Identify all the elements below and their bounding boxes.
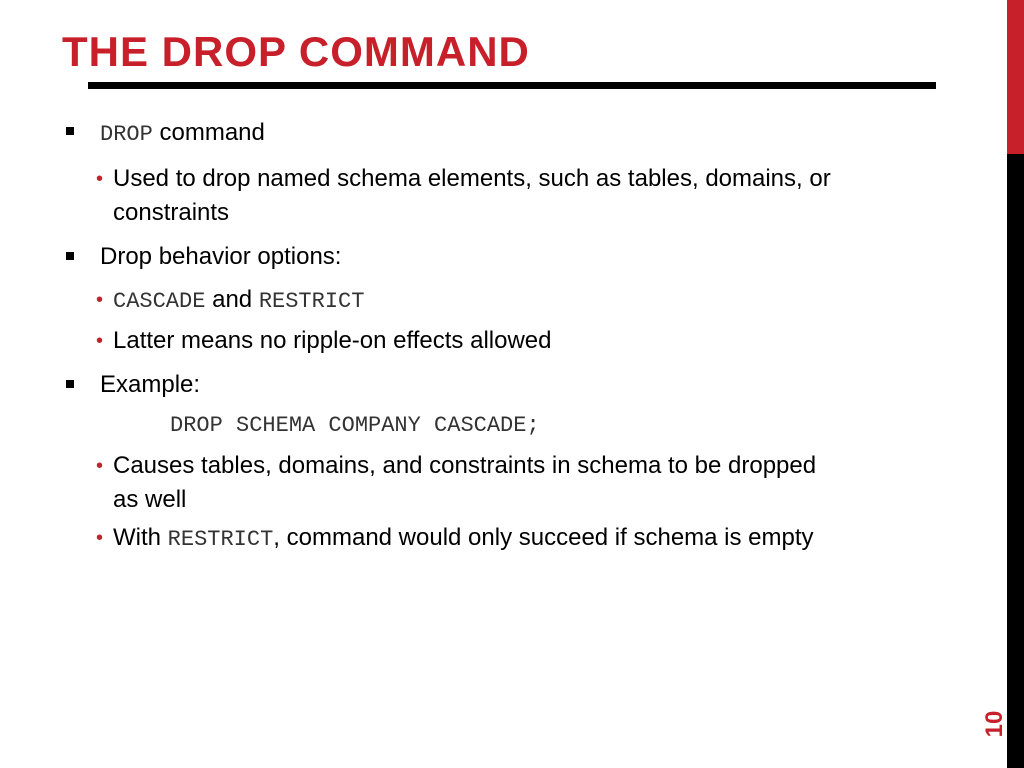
- title-underline: [88, 82, 936, 89]
- side-bar-red: [1007, 0, 1024, 154]
- side-bar-black: [1007, 154, 1024, 768]
- code-restrict: RESTRICT: [258, 289, 365, 314]
- square-bullet-icon: [66, 127, 74, 135]
- bullet-drop-behavior: Drop behavior options:: [100, 243, 342, 270]
- slide-title: THE DROP COMMAND: [62, 28, 530, 75]
- round-bullet-icon: •: [96, 168, 104, 190]
- sub-bullet-line2: constraints: [113, 199, 230, 226]
- sub-bullet-latter: Latter means no ripple-on effects allowed: [113, 327, 552, 354]
- code-restrict: RESTRICT: [167, 527, 274, 552]
- slide-number: 10: [981, 710, 1008, 738]
- bullet-text: command: [152, 119, 265, 146]
- sub-bullet-with-restrict: [113, 521, 814, 557]
- sub-bullet-cascade-restrict: [113, 283, 364, 319]
- sub-bullet-text: and: [205, 286, 259, 313]
- sub-bullet-text: , command would only succeed if schema is empty: [273, 524, 814, 551]
- sub-bullet-text: With: [113, 524, 168, 551]
- bullet-example: Example:: [100, 371, 201, 398]
- code-drop: DROP: [100, 122, 153, 147]
- round-bullet-icon: •: [96, 330, 104, 352]
- sub-bullet-line1: Used to drop named schema elements, such as tables, domains, or: [113, 165, 831, 192]
- bullet-drop-command: [100, 116, 265, 152]
- round-bullet-icon: •: [96, 527, 104, 549]
- sub-bullet-causes-line1: Causes tables, domains, and constraints in schema to be dropped: [113, 452, 817, 479]
- example-code-line: DROP SCHEMA COMPANY CASCADE;: [170, 413, 540, 438]
- round-bullet-icon: •: [96, 289, 104, 311]
- sub-bullet-causes-line2: as well: [113, 486, 187, 513]
- square-bullet-icon: [66, 380, 74, 388]
- round-bullet-icon: •: [96, 455, 104, 477]
- code-cascade: CASCADE: [113, 289, 206, 314]
- square-bullet-icon: [66, 252, 74, 260]
